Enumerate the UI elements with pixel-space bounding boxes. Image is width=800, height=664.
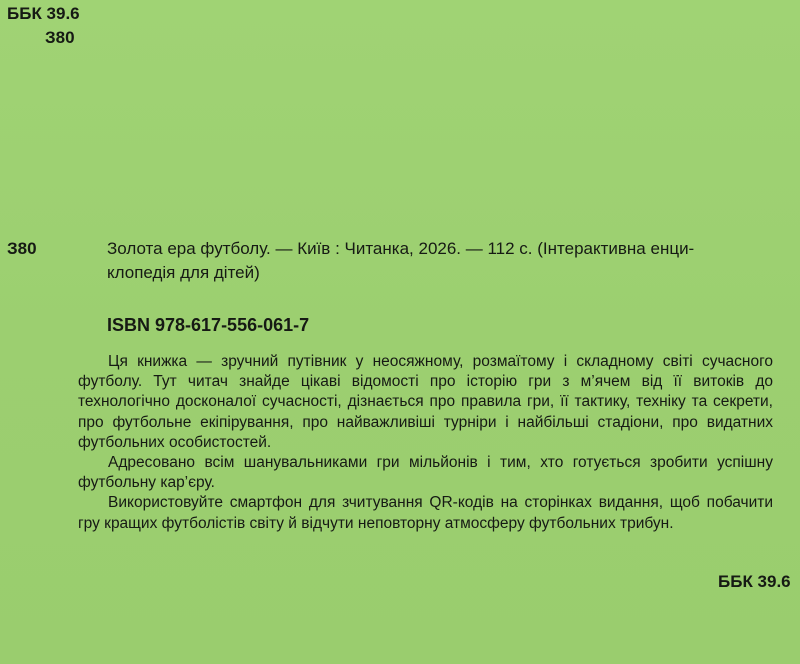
bibliographic-line-2: клопедія для дітей) [107, 263, 260, 282]
bibliographic-line-1: Золота ера футболу. — Київ : Читанка, 2026. — 112 с. (Інтерактивна енци- [107, 239, 695, 258]
annotation-paragraph: Ця книжка — зручний путівник у неосяжному, розмаїтому і складному світі сучасного футболу. Тут читач знайде цікаві відомості про історію гри з м’ячем від її витоків до технологічно досконалої сучасності, дізнається про правила гри, її тактику, техніку та секрети, про футбольне екіпірування, про найважливіші турніри і найбільші стадіони, про видатних футбольних особистостей. [78, 353, 773, 451]
author-mark-entry: З80 [7, 239, 37, 258]
bbk-code: ББК 39.6 [7, 4, 80, 23]
bibliographic-entry [107, 237, 797, 285]
bbk-index-bottom: ББК 39.6 [718, 572, 791, 591]
annotation-paragraph: Використовуйте смартфон для зчитування QR-кодів на сторінках видання, щоб побачити гру кращих футболістів світу й відчути неповторну атмосферу футбольних трибун. [78, 494, 773, 532]
annotation [78, 352, 773, 534]
isbn-number: ISBN 978-617-556-061-7 [107, 315, 310, 335]
annotation-paragraph: Адресовано всім шанувальниками гри мільйонів і тим, хто готується зробити успішну футбольну кар’єру. [78, 454, 773, 492]
author-mark-top: З80 [45, 28, 75, 47]
bbk-index-top [7, 4, 80, 48]
